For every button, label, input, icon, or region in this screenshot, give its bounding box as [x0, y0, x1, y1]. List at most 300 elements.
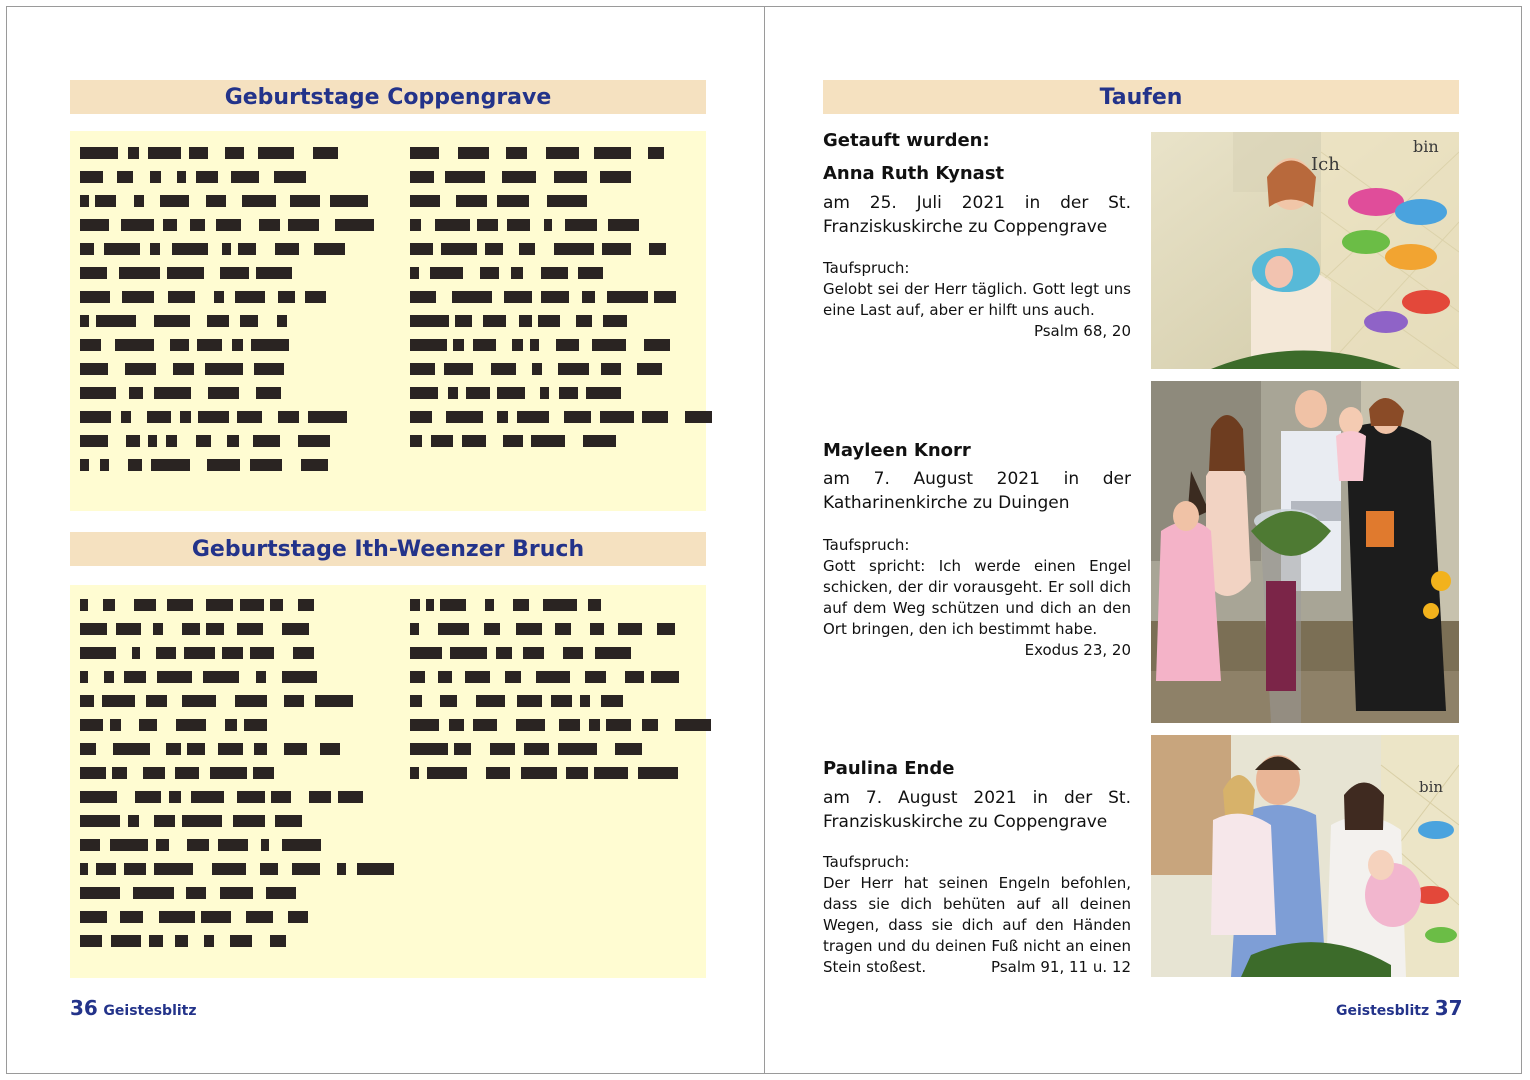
- redaction-block: [566, 767, 588, 779]
- redaction-block: [586, 387, 621, 399]
- redaction-block: [558, 363, 589, 375]
- redaction-block: [410, 291, 436, 303]
- photo-text: bin: [1419, 778, 1444, 796]
- redaction-block: [523, 647, 544, 659]
- redaction-block: [551, 695, 572, 707]
- redaction-block: [541, 291, 569, 303]
- redaction-block: [80, 435, 108, 447]
- redaction-block: [135, 791, 161, 803]
- redaction-block: [244, 719, 267, 731]
- redacted-line: [410, 141, 700, 165]
- redaction-block: [116, 623, 141, 635]
- redaction-block: [250, 647, 274, 659]
- redacted-line: [80, 737, 380, 761]
- redaction-block: [476, 695, 505, 707]
- birthday-column-left: [80, 141, 380, 477]
- redaction-block: [547, 195, 587, 207]
- redaction-block: [237, 791, 265, 803]
- redaction-block: [511, 267, 523, 279]
- redaction-block: [237, 411, 262, 423]
- redaction-block: [558, 743, 597, 755]
- redaction-block: [410, 743, 448, 755]
- baptism-verse: Gott spricht: Ich werde einen Engel schicken, der dir vorausgeht. Er soll dich auf dem Weg schützen und dich an den Ort bringen, den ich bestimmt habe.: [823, 557, 1131, 638]
- redaction-block: [147, 411, 171, 423]
- redaction-block: [563, 647, 583, 659]
- redaction-block: [256, 671, 266, 683]
- redaction-block: [592, 339, 626, 351]
- redaction-block: [292, 863, 320, 875]
- redaction-block: [441, 243, 477, 255]
- redacted-line: [410, 285, 700, 309]
- redaction-block: [80, 863, 88, 875]
- redaction-block: [277, 315, 287, 327]
- redaction-block: [103, 599, 115, 611]
- redacted-line: [410, 237, 700, 261]
- redaction-block: [80, 791, 117, 803]
- baptism-verse-reference: Exodus 23, 20: [1024, 641, 1131, 659]
- redaction-block: [80, 671, 88, 683]
- redaction-block: [606, 719, 631, 731]
- redaction-block: [182, 695, 216, 707]
- baptism-verse: Der Herr hat seinen Engeln befohlen, dass sie dich behüten auf all deinen Wegen, dass sie dich auf den Händen tragen und du deinen Fuß nicht an einen Stein stoßest.: [823, 874, 1131, 976]
- redaction-block: [151, 459, 190, 471]
- redaction-block: [521, 767, 557, 779]
- redaction-block: [167, 599, 193, 611]
- redaction-block: [615, 743, 642, 755]
- redaction-block: [275, 243, 299, 255]
- redaction-block: [172, 243, 208, 255]
- redaction-block: [559, 719, 580, 731]
- redaction-block: [410, 671, 425, 683]
- redaction-block: [532, 363, 542, 375]
- redaction-block: [462, 435, 486, 447]
- redaction-block: [485, 243, 503, 255]
- redaction-block: [559, 387, 578, 399]
- redaction-block: [448, 387, 458, 399]
- redaction-block: [590, 623, 604, 635]
- redaction-block: [206, 599, 233, 611]
- redaction-block: [519, 315, 532, 327]
- redaction-block: [452, 291, 492, 303]
- redaction-block: [148, 435, 157, 447]
- redaction-block: [170, 339, 189, 351]
- redaction-block: [156, 647, 176, 659]
- redaction-block: [212, 863, 246, 875]
- redaction-block: [250, 459, 282, 471]
- redaction-block: [290, 195, 320, 207]
- redaction-block: [196, 171, 218, 183]
- redaction-block: [602, 243, 631, 255]
- redacted-line: [80, 333, 380, 357]
- redaction-block: [446, 411, 483, 423]
- redaction-block: [685, 411, 712, 423]
- redaction-block: [96, 315, 136, 327]
- redaction-block: [216, 219, 241, 231]
- redaction-block: [80, 935, 102, 947]
- redaction-block: [233, 815, 265, 827]
- redaction-block: [536, 671, 570, 683]
- redacted-line: [410, 381, 700, 405]
- redaction-block: [543, 599, 577, 611]
- redaction-block: [235, 291, 265, 303]
- redaction-block: [524, 743, 549, 755]
- redaction-block: [270, 599, 283, 611]
- redaction-block: [180, 411, 191, 423]
- redaction-block: [125, 363, 156, 375]
- redaction-block: [143, 767, 165, 779]
- redaction-block: [237, 623, 263, 635]
- redaction-block: [449, 719, 464, 731]
- redaction-block: [121, 411, 131, 423]
- redaction-block: [122, 291, 154, 303]
- redacted-line: [80, 689, 380, 713]
- redaction-block: [284, 695, 304, 707]
- redaction-block: [274, 171, 306, 183]
- redaction-block: [258, 147, 294, 159]
- birthday-list-coppengrave: [70, 131, 706, 511]
- redaction-block: [600, 411, 634, 423]
- redaction-block: [100, 459, 109, 471]
- redaction-block: [485, 599, 494, 611]
- redaction-block: [232, 339, 243, 351]
- redacted-line: [80, 141, 380, 165]
- redaction-block: [410, 599, 420, 611]
- redaction-block: [167, 267, 204, 279]
- redacted-line: [80, 309, 380, 333]
- redacted-line: [410, 641, 700, 665]
- redaction-block: [154, 863, 193, 875]
- redaction-block: [104, 671, 114, 683]
- redaction-block: [160, 195, 189, 207]
- redaction-block: [410, 767, 419, 779]
- redaction-block: [507, 219, 530, 231]
- redaction-block: [445, 171, 485, 183]
- redacted-line: [410, 665, 700, 689]
- baptism-photo-3: [1151, 735, 1459, 977]
- redaction-block: [203, 671, 239, 683]
- redaction-block: [465, 671, 490, 683]
- redaction-block: [148, 147, 181, 159]
- magazine-name: Geistesblitz: [103, 1003, 197, 1019]
- baptism-photo-2: [1151, 381, 1459, 723]
- section-title-birthdays-ith-weenzer-bruch: Geburtstage Ith-Weenzer Bruch: [70, 532, 706, 566]
- baptism-verse-label: Taufspruch:: [823, 536, 910, 554]
- redaction-block: [113, 743, 150, 755]
- redaction-block: [186, 887, 206, 899]
- redacted-line: [80, 905, 380, 929]
- redaction-block: [427, 767, 467, 779]
- redaction-block: [80, 623, 107, 635]
- redaction-block: [134, 195, 144, 207]
- redaction-block: [189, 147, 208, 159]
- redacted-line: [80, 357, 380, 381]
- redaction-block: [601, 695, 623, 707]
- redaction-block: [270, 935, 286, 947]
- redaction-block: [410, 195, 440, 207]
- redaction-block: [480, 267, 499, 279]
- section-title-birthdays-coppengrave: Geburtstage Coppengrave: [70, 80, 706, 114]
- redaction-block: [410, 411, 432, 423]
- baptism-details: am 7. August 2021 in der St. Franziskuskirche zu Coppengrave: [823, 788, 1131, 832]
- redaction-block: [266, 887, 296, 899]
- redaction-block: [313, 147, 338, 159]
- redaction-block: [410, 719, 439, 731]
- redaction-block: [124, 671, 146, 683]
- redaction-block: [301, 459, 328, 471]
- redaction-block: [357, 863, 394, 875]
- redacted-line: [80, 237, 380, 261]
- redaction-block: [253, 435, 280, 447]
- redaction-block: [240, 315, 258, 327]
- redaction-block: [126, 435, 140, 447]
- redaction-block: [282, 623, 309, 635]
- redaction-block: [80, 911, 107, 923]
- redaction-block: [80, 387, 116, 399]
- redaction-block: [637, 363, 662, 375]
- redaction-block: [80, 459, 89, 471]
- baptism-verse-label: Taufspruch:: [823, 853, 910, 871]
- redaction-block: [576, 315, 592, 327]
- redaction-block: [282, 839, 321, 851]
- redacted-line: [410, 309, 700, 333]
- redaction-block: [288, 911, 308, 923]
- redaction-block: [80, 195, 89, 207]
- redacted-line: [410, 617, 700, 641]
- redaction-block: [206, 195, 226, 207]
- redaction-block: [517, 411, 549, 423]
- redaction-block: [330, 195, 368, 207]
- redaction-block: [410, 147, 439, 159]
- redaction-block: [218, 839, 248, 851]
- redacted-line: [80, 713, 380, 737]
- redaction-block: [440, 695, 457, 707]
- redaction-block: [220, 887, 253, 899]
- redaction-block: [182, 815, 222, 827]
- redaction-block: [225, 719, 237, 731]
- redacted-line: [80, 453, 380, 477]
- redaction-block: [182, 623, 200, 635]
- birthday-list-ith-weenzer-bruch: [70, 585, 706, 978]
- redaction-block: [119, 267, 160, 279]
- redacted-line: [410, 737, 700, 761]
- redaction-block: [210, 767, 247, 779]
- redaction-block: [176, 719, 206, 731]
- redaction-block: [154, 315, 190, 327]
- baptism-details: am 25. Juli 2021 in der St. Franziskuskirche zu Coppengrave: [823, 193, 1131, 237]
- redaction-block: [139, 719, 157, 731]
- redacted-line: [80, 213, 380, 237]
- redacted-line: [80, 189, 380, 213]
- redaction-block: [102, 695, 135, 707]
- redaction-block: [80, 171, 103, 183]
- redacted-line: [410, 165, 700, 189]
- redaction-block: [337, 863, 346, 875]
- redaction-block: [157, 671, 192, 683]
- redaction-block: [555, 623, 571, 635]
- redaction-block: [544, 219, 552, 231]
- redaction-block: [238, 243, 256, 255]
- redaction-block: [230, 935, 252, 947]
- redaction-block: [657, 623, 675, 635]
- redaction-block: [80, 767, 106, 779]
- redaction-block: [473, 719, 497, 731]
- redaction-block: [410, 219, 421, 231]
- redacted-line: [80, 881, 380, 905]
- redaction-block: [505, 671, 521, 683]
- redaction-block: [112, 767, 127, 779]
- redaction-block: [589, 719, 600, 731]
- magazine-name: Geistesblitz: [1336, 1003, 1430, 1019]
- redacted-line: [80, 429, 380, 453]
- redaction-block: [111, 935, 141, 947]
- redacted-line: [410, 333, 700, 357]
- page-number: 36: [70, 996, 98, 1020]
- baptism-intro: Getauft wurden:: [823, 130, 990, 151]
- redaction-block: [582, 291, 595, 303]
- redaction-block: [214, 291, 224, 303]
- redaction-block: [642, 411, 668, 423]
- redaction-block: [473, 339, 496, 351]
- redaction-block: [455, 315, 472, 327]
- baptism-verse-reference: Psalm 68, 20: [1033, 322, 1131, 340]
- redacted-line: [80, 381, 380, 405]
- redaction-block: [618, 623, 642, 635]
- redaction-block: [235, 695, 267, 707]
- redaction-block: [80, 599, 88, 611]
- redaction-block: [196, 435, 211, 447]
- redaction-block: [497, 387, 525, 399]
- redaction-block: [166, 743, 181, 755]
- redaction-block: [293, 647, 314, 659]
- redaction-block: [190, 219, 205, 231]
- redaction-block: [278, 291, 295, 303]
- redaction-block: [242, 195, 276, 207]
- redaction-block: [191, 791, 224, 803]
- redaction-block: [80, 291, 110, 303]
- redacted-line: [410, 593, 700, 617]
- redaction-block: [410, 387, 438, 399]
- redaction-block: [335, 219, 374, 231]
- redaction-block: [438, 671, 452, 683]
- redaction-block: [154, 815, 175, 827]
- redaction-block: [410, 695, 422, 707]
- redaction-block: [80, 219, 109, 231]
- redacted-line: [410, 405, 700, 429]
- redaction-block: [594, 767, 628, 779]
- redaction-block: [600, 171, 631, 183]
- redaction-block: [80, 839, 100, 851]
- page-footer-right: [1336, 996, 1463, 1020]
- book-spine: [764, 6, 765, 1074]
- redaction-block: [410, 267, 419, 279]
- redaction-block: [675, 719, 711, 731]
- redaction-block: [430, 267, 463, 279]
- redaction-block: [278, 411, 299, 423]
- redaction-block: [502, 171, 536, 183]
- baptism-verse-reference: Psalm 91, 11 u. 12: [991, 958, 1131, 976]
- redaction-block: [187, 839, 209, 851]
- redaction-block: [128, 147, 139, 159]
- redaction-block: [231, 171, 259, 183]
- redaction-block: [129, 387, 143, 399]
- section-title-baptisms: Taufen: [823, 80, 1459, 114]
- redaction-block: [207, 315, 229, 327]
- redacted-line: [410, 713, 700, 737]
- redaction-block: [156, 839, 169, 851]
- redaction-block: [246, 911, 273, 923]
- redaction-block: [491, 363, 516, 375]
- redaction-block: [410, 647, 442, 659]
- redaction-block: [222, 647, 243, 659]
- redaction-block: [595, 647, 631, 659]
- redacted-line: [80, 593, 380, 617]
- photo-text: bin: [1413, 137, 1439, 156]
- redaction-block: [175, 767, 199, 779]
- redaction-block: [150, 243, 160, 255]
- redaction-block: [128, 459, 142, 471]
- redaction-block: [115, 339, 154, 351]
- redaction-block: [546, 147, 579, 159]
- redaction-block: [133, 887, 174, 899]
- redaction-block: [504, 291, 532, 303]
- redaction-block: [80, 815, 120, 827]
- redaction-block: [173, 363, 194, 375]
- redaction-block: [169, 791, 181, 803]
- redacted-line: [80, 809, 380, 833]
- redaction-block: [410, 435, 422, 447]
- redaction-block: [588, 599, 601, 611]
- redaction-block: [146, 695, 167, 707]
- redaction-block: [538, 315, 560, 327]
- redaction-block: [80, 719, 103, 731]
- redacted-line: [80, 165, 380, 189]
- redacted-line: [80, 929, 380, 953]
- baptism-details: am 7. August 2021 in der Katharinenkirche zu Duingen: [823, 469, 1131, 513]
- redaction-block: [516, 719, 545, 731]
- redaction-block: [271, 791, 291, 803]
- redaction-block: [431, 435, 453, 447]
- redacted-line: [80, 405, 380, 429]
- redaction-block: [117, 171, 133, 183]
- redaction-block: [177, 171, 186, 183]
- redacted-line: [410, 213, 700, 237]
- birthday-column-right: [410, 141, 700, 453]
- redaction-block: [556, 339, 579, 351]
- redacted-line: [80, 285, 380, 309]
- redaction-block: [338, 791, 363, 803]
- redaction-block: [80, 695, 94, 707]
- redaction-block: [651, 671, 679, 683]
- redaction-block: [541, 267, 568, 279]
- redaction-block: [426, 599, 434, 611]
- page-number: 37: [1434, 996, 1463, 1020]
- redaction-block: [531, 435, 565, 447]
- baptism-verse-label: Taufspruch:: [823, 259, 910, 277]
- redaction-block: [410, 339, 447, 351]
- redaction-block: [120, 911, 143, 923]
- redaction-block: [225, 147, 244, 159]
- redaction-block: [530, 339, 539, 351]
- redaction-block: [288, 219, 319, 231]
- redaction-block: [410, 171, 434, 183]
- redaction-block: [80, 339, 101, 351]
- redaction-block: [540, 387, 549, 399]
- redaction-block: [175, 935, 188, 947]
- redaction-block: [483, 315, 506, 327]
- baptism-name: Paulina Ende: [823, 758, 955, 779]
- redaction-block: [153, 623, 163, 635]
- redacted-line: [80, 857, 380, 881]
